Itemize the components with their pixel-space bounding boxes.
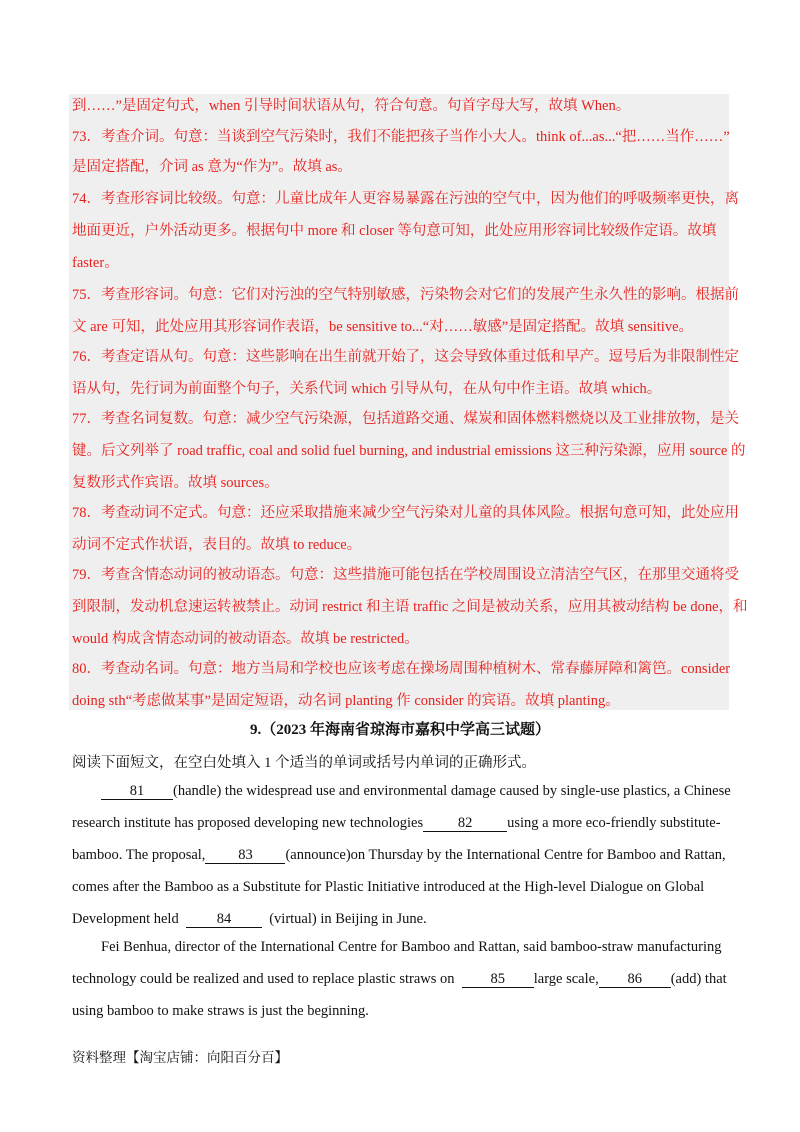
section-title: 9.（2023 年海南省琼海市嘉积中学高三试题） [249,722,550,738]
answer-line: 80．考查动名词。句意：地方当局和学校也应该考虑在操场周围种植树木、常春藤屏障和篱笆。consider [72,661,731,677]
passage-line: Development held 84 (virtual) in Beijing in June. [72,911,427,927]
answer-line: 75．考查形容词。句意：它们对污浊的空气特别敏感，污染物会对它们的发展产生永久性的影响。根据前 [72,287,739,303]
answer-line: 79．考查含情态动词的被动语态。句意：这些措施可能包括在学校周围设立清洁空气区，在那里交通将受 [72,567,739,583]
blank-86[interactable]: 86 [599,971,671,988]
blank-84[interactable]: 84 [186,911,262,928]
answer-key-panel [69,94,729,710]
passage-line: Fei Benhua, director of the International Centre for Bamboo and Rattan, said bamboo-straw manufacturing [101,939,722,955]
answer-line: 复数形式作宾语。故填 sources。 [72,475,279,491]
answer-line: faster。 [72,255,119,271]
blank-82[interactable]: 82 [423,815,507,832]
answer-line: 74．考查形容词比较级。句意：儿童比成年人更容易暴露在污浊的空气中，因为他们的呼吸频率更快，离 [72,191,739,207]
passage-line: technology could be realized and used to replace plastic straws on 85 large scale, 86 (add) that [72,971,727,987]
answer-line: 动词不定式作状语，表目的。故填 to reduce。 [72,537,362,553]
answer-line: 78．考查动词不定式。句意：还应采取措施来减少空气污染对儿童的具体风险。根据句意可知，此处应用 [72,505,739,521]
passage-line: bamboo. The proposal, 83 (announce)on Thursday by the International Centre for Bamboo and Rattan, [72,847,726,863]
answer-line: 文 are 可知，此处应用其形容词作表语，be sensitive to...“对……敏感”是固定搭配。故填 sensitive。 [72,319,694,335]
passage-line: using bamboo to make straws is just the beginning. [72,1003,369,1019]
blank-85[interactable]: 85 [462,971,534,988]
answer-line: 73．考查介词。句意：当谈到空气污染时，我们不能把孩子当作小大人。think of...as...“把……当作……” [72,129,730,145]
answer-line: 键。后文列举了 road traffic, coal and solid fuel burning, and industrial emissions 这三种污染源，应用 source 的 [72,443,746,459]
instruction-text: 阅读下面短文，在空白处填入 1 个适当的单词或括号内单词的正确形式。 [72,755,536,771]
footer-source: 资料整理【淘宝店铺：向阳百分百】 [72,1050,288,1065]
answer-line: 是固定搭配，介词 as 意为“作为”。故填 as。 [72,159,352,175]
blank-83[interactable]: 83 [205,847,285,864]
passage-line: research institute has proposed developing new technologies 82 using a more eco-friendly substitute- [72,815,721,831]
answer-line: 语从句，先行词为前面整个句子，关系代词 which 引导从句，在从句中作主语。故填 which。 [72,381,662,397]
answer-line: would 构成含情态动词的被动语态。故填 be restricted。 [72,631,419,647]
passage-line: comes after the Bamboo as a Substitute for Plastic Initiative introduced at the High-level Dialogue on Global [72,879,705,895]
answer-line: doing sth“考虑做某事”是固定短语，动名词 planting 作 consider 的宾语。故填 planting。 [72,693,620,709]
answer-line: 到……”是固定句式，when 引导时间状语从句，符合句意。句首字母大写，故填 When。 [72,98,631,114]
answer-line: 76．考查定语从句。句意：这些影响在出生前就开始了，这会导致体重过低和早产。逗号后为非限制性定 [72,349,739,365]
answer-line: 77．考查名词复数。句意：减少空气污染源，包括道路交通、煤炭和固体燃料燃烧以及工业排放物，是关 [72,411,739,427]
answer-line: 到限制，发动机怠速运转被禁止。动词 restrict 和主语 traffic 之间是被动关系，应用其被动结构 be done，和 [72,599,748,615]
passage-line: 81 (handle) the widespread use and environmental damage caused by single-use plastics, a Chinese [101,781,731,801]
blank-81[interactable]: 81 [101,783,173,800]
answer-line: 地面更近，户外活动更多。根据句中 more 和 closer 等句意可知，此处应用形容词比较级作定语。故填 [72,223,717,239]
